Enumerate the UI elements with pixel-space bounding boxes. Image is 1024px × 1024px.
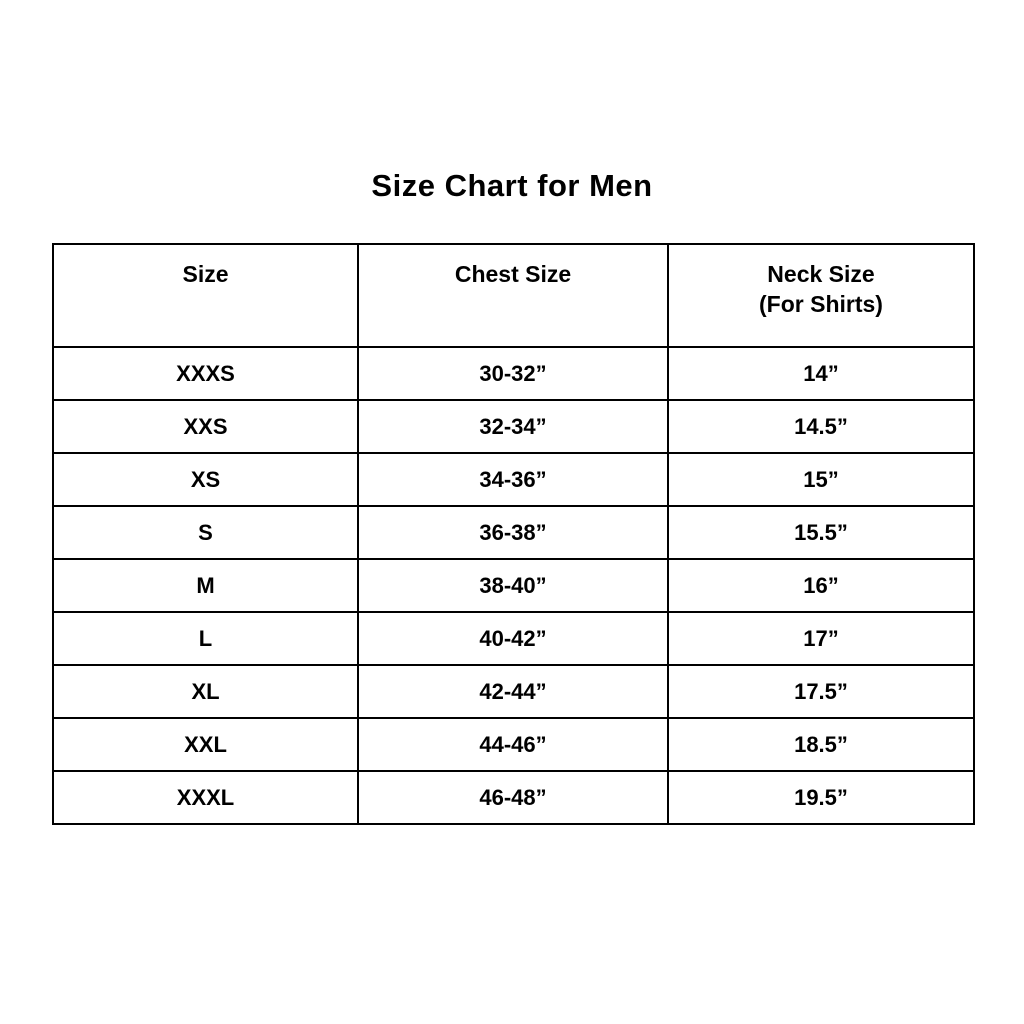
size-cell: L	[53, 612, 358, 665]
table-row	[53, 665, 974, 718]
table-row	[53, 453, 974, 506]
table-row	[53, 771, 974, 824]
chest-size-cell: 32-34”	[358, 400, 668, 453]
chest-size-cell: 40-42”	[358, 612, 668, 665]
chest-size-cell: 36-38”	[358, 506, 668, 559]
size-cell: XXXS	[53, 347, 358, 400]
neck-size-cell: 17.5”	[668, 665, 974, 718]
size-chart-table	[52, 243, 975, 825]
table-row	[53, 400, 974, 453]
chest-size-cell: 46-48”	[358, 771, 668, 824]
size-cell: XS	[53, 453, 358, 506]
chest-size-cell: 34-36”	[358, 453, 668, 506]
size-cell: XL	[53, 665, 358, 718]
size-cell: XXS	[53, 400, 358, 453]
table-row	[53, 506, 974, 559]
neck-size-cell: 14”	[668, 347, 974, 400]
neck-size-cell: 15.5”	[668, 506, 974, 559]
table-row	[53, 559, 974, 612]
chest-size-cell: 44-46”	[358, 718, 668, 771]
size-cell: XXXL	[53, 771, 358, 824]
table-row	[53, 718, 974, 771]
column-header-chest-size-label: Chest Size	[454, 261, 572, 287]
column-header-neck-size	[668, 244, 974, 347]
size-cell: M	[53, 559, 358, 612]
header-row	[53, 244, 974, 347]
column-header-size-label: Size	[182, 261, 229, 287]
neck-size-cell: 15”	[668, 453, 974, 506]
column-header-neck-size-line2: (For Shirts)	[759, 291, 883, 317]
column-header-size	[53, 244, 358, 347]
table-row	[53, 347, 974, 400]
chest-size-cell: 42-44”	[358, 665, 668, 718]
page-title: Size Chart for Men	[371, 168, 653, 203]
chest-size-cell: 30-32”	[358, 347, 668, 400]
size-cell: XXL	[53, 718, 358, 771]
neck-size-cell: 19.5”	[668, 771, 974, 824]
column-header-neck-size-line1: Neck Size	[767, 261, 875, 287]
chest-size-cell: 38-40”	[358, 559, 668, 612]
neck-size-cell: 14.5”	[668, 400, 974, 453]
table-row	[53, 612, 974, 665]
size-cell: S	[53, 506, 358, 559]
neck-size-cell: 17”	[668, 612, 974, 665]
neck-size-cell: 18.5”	[668, 718, 974, 771]
neck-size-cell: 16”	[668, 559, 974, 612]
column-header-chest-size	[358, 244, 668, 347]
